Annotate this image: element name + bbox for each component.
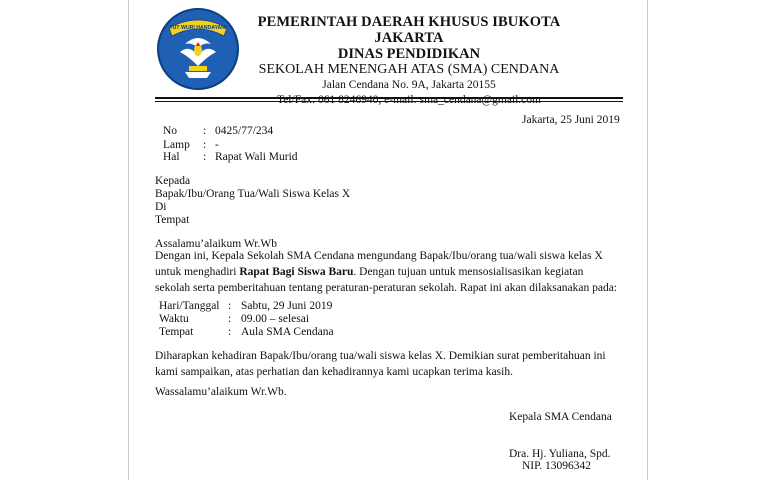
recipient-kepada: Kepada: [155, 175, 191, 187]
meta-label-lamp: Lamp: [163, 139, 190, 151]
detail-value-place: Aula SMA Cendana: [241, 326, 334, 338]
header-school-name: SEKOLAH MENENGAH ATAS (SMA) CENDANA: [258, 62, 560, 77]
detail-sep-date: :: [228, 300, 232, 312]
recipient-name: Bapak/Ibu/Orang Tua/Wali Siswa Kelas X: [155, 188, 351, 200]
detail-label-date: Hari/Tanggal: [159, 300, 220, 312]
closing-paragraph: Diharapkan kehadiran Bapak/Ibu/orang tua/wali siswa kelas X. Demikian surat pemberitahuan ini kami sampaikan, atas perhatian dan kehadirannya kami ucapkan terima kasih.: [155, 350, 606, 378]
detail-sep-time: :: [228, 313, 232, 325]
header-department: DINAS PENDIDIKAN: [337, 46, 481, 62]
body-text-bold: Rapat Bagi Siswa Baru: [239, 266, 354, 278]
letterhead-divider-thick: [155, 97, 623, 99]
detail-label-time: Waktu: [159, 313, 189, 325]
header-government: PEMERINTAH DAERAH KHUSUS IBUKOTA JAKARTA: [257, 14, 561, 46]
detail-sep-place: :: [228, 326, 232, 338]
meta-sep-hal: :: [203, 151, 207, 163]
closing-greeting: Wassalamu’alaikum Wr.Wb.: [155, 386, 287, 398]
logo-ribbon-text: TUT WURI HANDAYANI: [169, 25, 227, 31]
recipient-tempat: Tempat: [155, 214, 190, 226]
meta-sep-lamp: :: [203, 139, 207, 151]
signature-title: Kepala SMA Cendana: [509, 411, 612, 423]
detail-value-date: Sabtu, 29 Juni 2019: [241, 300, 333, 312]
detail-label-place: Tempat: [159, 326, 194, 338]
meta-sep-no: :: [203, 125, 207, 137]
tut-wuri-handayani-logo: [155, 6, 241, 92]
meta-value-hal: Rapat Wali Murid: [215, 151, 298, 163]
opening-greeting: Assalamu’alaikum Wr.Wb: [155, 238, 277, 250]
meta-value-lamp: -: [215, 139, 219, 151]
meta-label-hal: Hal: [163, 151, 180, 163]
letterhead-divider-thin: [155, 101, 623, 102]
header-contact: Tel/Fax: 061 8246940, e-mail: sma_cendana@gmail.com: [276, 94, 541, 106]
signature-name: Dra. Hj. Yuliana, Spd.: [509, 448, 611, 460]
letterhead: [239, 14, 579, 108]
recipient-di: Di: [155, 201, 167, 213]
letter-date: Jakarta, 25 Juni 2019: [522, 114, 620, 126]
detail-value-time: 09.00 – selesai: [241, 313, 310, 325]
meta-value-no: 0425/77/234: [215, 125, 274, 137]
signature-nip: NIP. 13096342: [522, 460, 592, 472]
body-paragraph: [155, 248, 621, 296]
letter-page: [128, 0, 648, 480]
header-address: Jalan Cendana No. 9A, Jakarta 20155: [322, 79, 496, 91]
body-text-part2: . Dengan tujuan untuk mensosialisasikan kegiatan sekolah serta pemberitahuan tentang peraturan-peraturan sekolah. Rapat ini akan dilaksanakan pada:: [155, 266, 618, 294]
body-text-part1: Dengan ini, Kepala Sekolah SMA Cendana mengundang Bapak/Ibu/orang tua/wali siswa kelas X untuk menghadiri: [155, 250, 603, 278]
meta-label-no: No: [163, 125, 178, 137]
